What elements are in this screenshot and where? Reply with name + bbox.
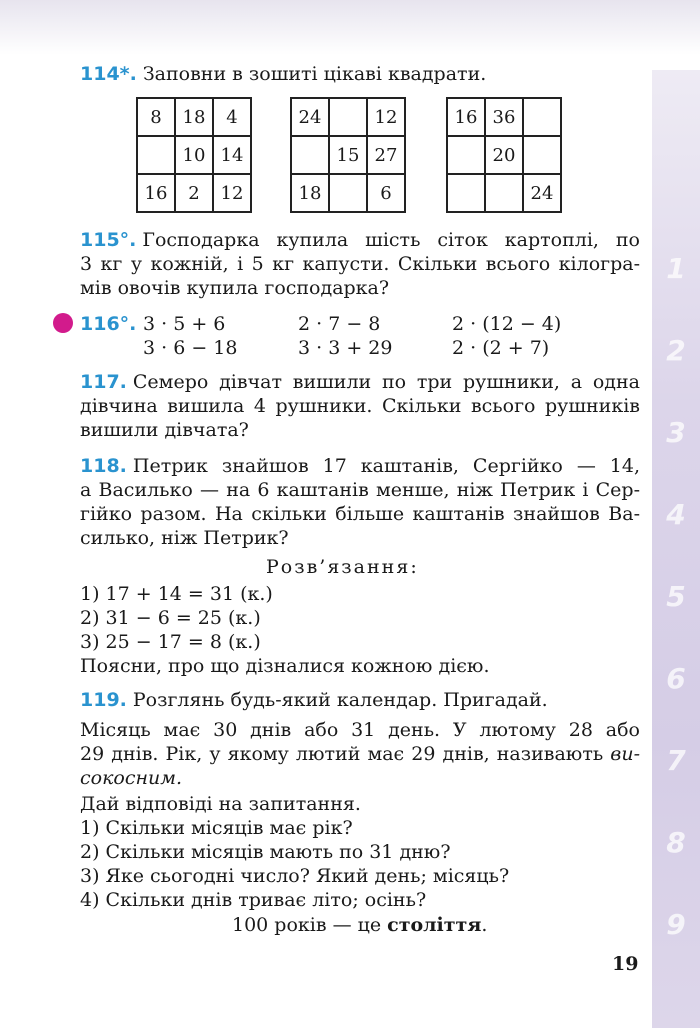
task-text: Господарка купила шість сіток картоплі, по [142,229,640,251]
task-text-line [80,742,640,766]
solution-title: Розв’язання: [266,556,419,578]
question: 3) Яке сьогодні число? Який день; місяць? [80,865,510,887]
task-number: 114*. [80,63,137,85]
expression: 3 · 6 − 18 [143,337,238,359]
strip-number: 6 [666,662,686,695]
task-text: вишили дівчата? [80,419,249,441]
square-cell [137,136,175,174]
task-text-line [80,766,182,790]
magic-square-3 [446,97,562,213]
task-116-number [80,312,142,336]
task-text: а Василько — на 6 каштанів менше, ніж Петрик і Сер- [80,479,640,501]
strip-number: 2 [666,334,686,367]
square-cell: 12 [213,174,251,212]
task-text: 3 кг у кожній, і 5 кг капусти. Скільки всього кілогра- [80,253,640,275]
square-cell: 15 [329,136,367,174]
square-cell: 10 [175,136,213,174]
task-114-text: Заповни в зошиті цікаві квадрати. [142,63,487,85]
strip-number: 4 [666,498,686,531]
strip-number: 8 [666,826,686,859]
square-cell: 8 [137,98,175,136]
square-cell [523,136,561,174]
strip-number: 7 [666,744,686,777]
task-119-heading [80,688,548,712]
century-note [232,913,487,937]
magic-square-1 [136,97,252,213]
task-118-line [80,454,640,478]
task-text: Розглянь будь-який календар. Пригадай. [132,689,548,711]
term-bold: століття [387,914,482,936]
expression: 3 · 5 + 6 [143,313,226,335]
square-cell [329,174,367,212]
explain-text: Поясни, про що дізналися кожною дією. [80,655,490,677]
task-number: 117. [80,371,127,393]
task-text: Петрик знайшов 17 каштанів, Сергійко — 14, [132,455,640,477]
square-cell: 12 [367,98,405,136]
question: 4) Скільки днів триває літо; осінь? [80,889,427,911]
square-cell: 18 [175,98,213,136]
task-text: силько, ніж Петрик? [80,527,289,549]
term-italic: сокосним. [80,767,183,789]
term-italic: ви- [610,743,640,765]
square-cell: 16 [137,174,175,212]
strip-number: 3 [666,416,686,449]
square-cell: 6 [367,174,405,212]
expression: 2 · (12 − 4) [452,313,562,335]
task-text: 29 днів. Рік, у якому лютий має 29 днів, називають [80,743,611,765]
expression: 2 · 7 − 8 [298,313,381,335]
square-cell: 36 [485,98,523,136]
questions-title: Дай відповіді на запитання. [80,793,361,815]
task-number: 115°. [80,229,137,251]
square-cell: 18 [291,174,329,212]
square-cell: 16 [447,98,485,136]
marker-dot-icon [53,313,73,333]
task-115-line [80,228,640,252]
task-text: . [481,914,488,936]
question: 2) Скільки місяців мають по 31 дню? [80,841,451,863]
square-cell [447,136,485,174]
solution-step: 2) 31 − 6 = 25 (к.) [80,607,261,629]
square-cell: 20 [485,136,523,174]
square-cell: 14 [213,136,251,174]
strip-number: 1 [666,252,686,285]
square-cell [291,136,329,174]
task-117-line [80,370,640,394]
magic-square-2 [290,97,406,213]
square-cell: 24 [523,174,561,212]
task-text: мів овочів купила господарка? [80,277,390,299]
page-top-band [0,0,700,55]
square-cell [523,98,561,136]
task-text: 100 років — це [232,914,388,936]
square-cell: 27 [367,136,405,174]
question: 1) Скільки місяців має рік? [80,817,353,839]
task-114-heading [80,62,486,86]
solution-step: 1) 17 + 14 = 31 (к.) [80,583,273,605]
task-text: Семеро дівчат вишили по три рушники, а одна [132,371,640,393]
task-text: Місяць має 30 днів або 31 день. У лютому 28 або [80,719,640,741]
expression: 3 · 3 + 29 [298,337,393,359]
solution-step: 3) 25 − 17 = 8 (к.) [80,631,261,653]
square-cell: 2 [175,174,213,212]
square-cell [329,98,367,136]
task-number: 116°. [80,313,137,335]
page-number: 19 [612,953,639,975]
task-number: 118. [80,455,127,477]
square-cell: 4 [213,98,251,136]
expression: 2 · (2 + 7) [452,337,550,359]
square-cell: 24 [291,98,329,136]
square-cell [447,174,485,212]
task-text: дівчина вишила 4 рушники. Скільки всього рушників [80,395,640,417]
strip-number: 9 [666,908,686,941]
task-number: 119. [80,689,127,711]
square-cell [485,174,523,212]
task-text: гійко разом. На скільки більше каштанів знайшов Ва- [80,503,640,525]
strip-number: 5 [666,580,686,613]
grade-side-strip [652,70,700,1028]
